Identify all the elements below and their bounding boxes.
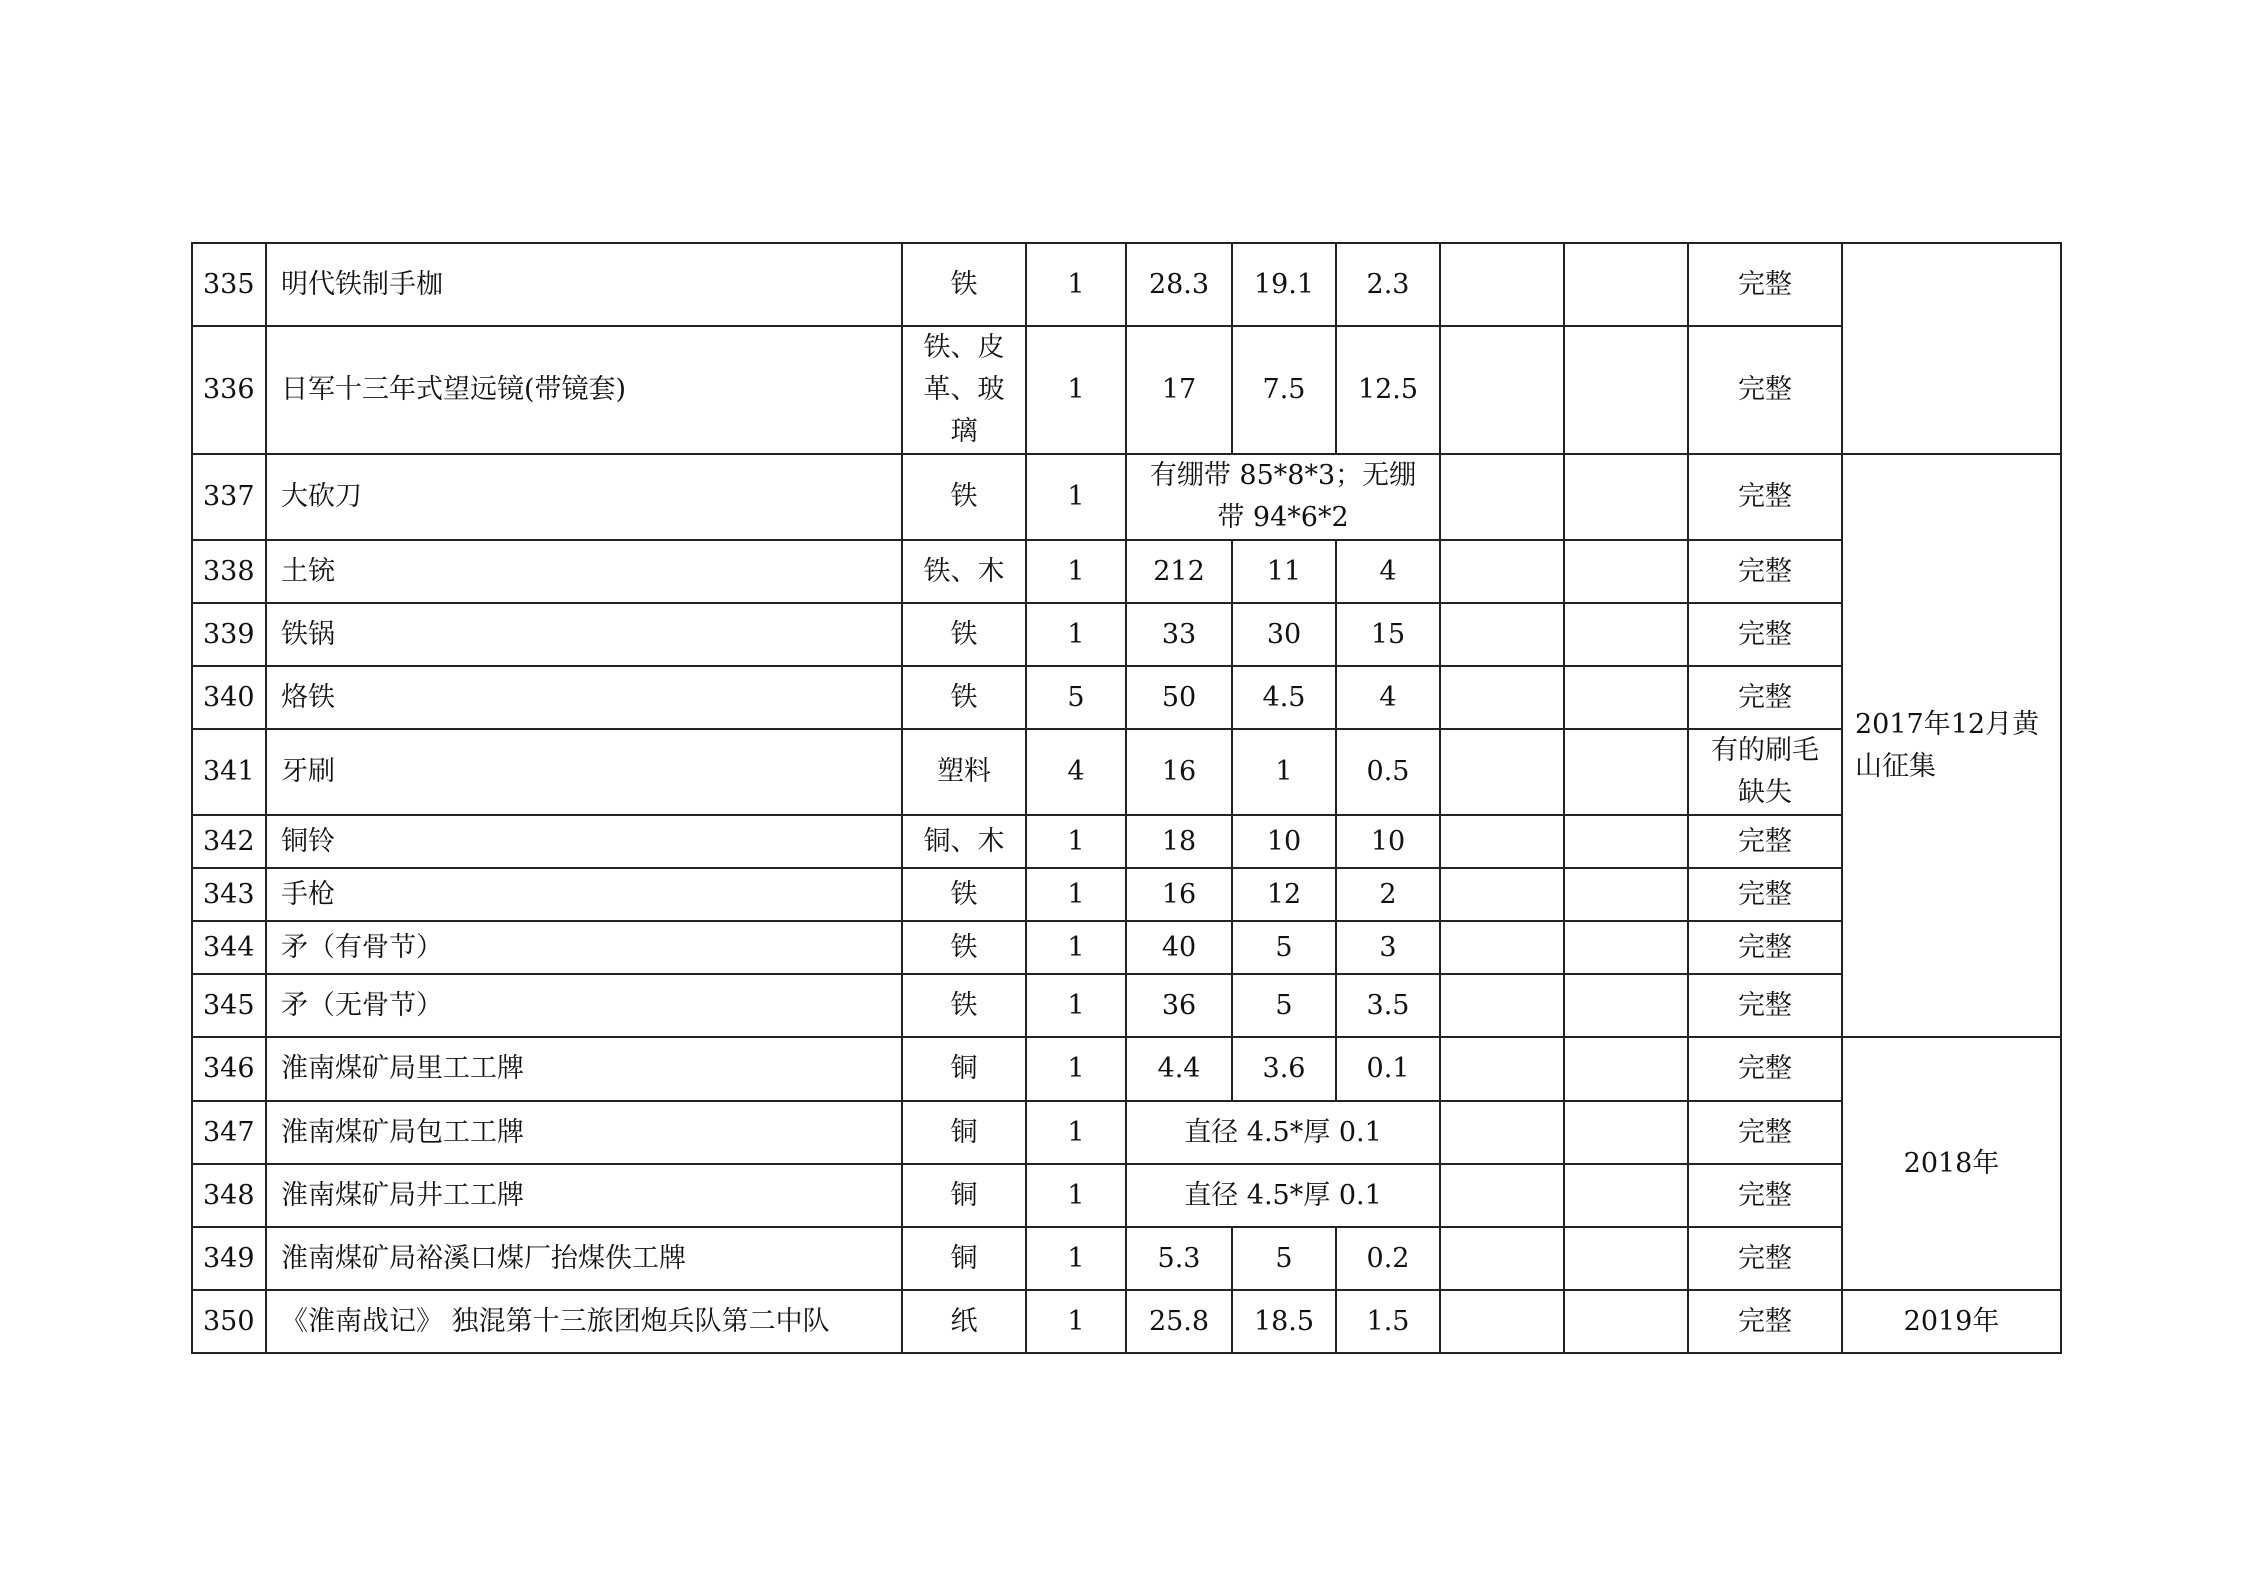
item-number: 335: [192, 243, 266, 326]
item-height: 4: [1336, 666, 1440, 729]
item-width: 30: [1232, 603, 1336, 666]
item-number: 340: [192, 666, 266, 729]
item-length: 18: [1126, 815, 1232, 868]
item-quantity: 1: [1026, 243, 1126, 326]
item-condition: 完整: [1688, 540, 1842, 603]
item-condition: 完整: [1688, 1101, 1842, 1164]
item-length: 36: [1126, 974, 1232, 1037]
item-name: 淮南煤矿局包工工牌: [266, 1101, 902, 1164]
item-quantity: 4: [1026, 729, 1126, 815]
item-width: 12: [1232, 868, 1336, 921]
item-width: 19.1: [1232, 243, 1336, 326]
empty-cell: [1564, 603, 1688, 666]
empty-cell: [1440, 1290, 1564, 1353]
item-length: 25.8: [1126, 1290, 1232, 1353]
item-quantity: 1: [1026, 1290, 1126, 1353]
item-number: 350: [192, 1290, 266, 1353]
item-material: 铜: [902, 1227, 1026, 1290]
item-length: 33: [1126, 603, 1232, 666]
empty-cell: [1440, 603, 1564, 666]
item-number: 341: [192, 729, 266, 815]
item-quantity: 1: [1026, 868, 1126, 921]
item-material: 铁、皮革、玻璃: [923, 332, 1005, 447]
item-condition-cell: [1688, 729, 1842, 815]
empty-cell: [1440, 1164, 1564, 1227]
table-row: [192, 326, 2061, 454]
item-dimensions-cell: [1126, 454, 1440, 540]
item-condition: 完整: [1688, 1164, 1842, 1227]
item-material: 铜: [902, 1164, 1026, 1227]
empty-cell: [1564, 974, 1688, 1037]
item-name: 土铳: [266, 540, 902, 603]
table-row: [192, 1037, 2061, 1101]
item-quantity: 1: [1026, 1227, 1126, 1290]
item-dimensions: 直径 4.5*厚 0.1: [1126, 1101, 1440, 1164]
item-name: 明代铁制手枷: [266, 243, 902, 326]
item-height: 4: [1336, 540, 1440, 603]
item-quantity: 5: [1026, 666, 1126, 729]
item-material: 铜: [902, 1037, 1026, 1101]
empty-cell: [1564, 815, 1688, 868]
item-width: 3.6: [1232, 1037, 1336, 1101]
item-number: 342: [192, 815, 266, 868]
table-row: [192, 921, 2061, 974]
empty-cell: [1440, 326, 1564, 454]
item-condition: 完整: [1688, 868, 1842, 921]
item-condition: 完整: [1688, 815, 1842, 868]
item-condition: 完整: [1688, 921, 1842, 974]
item-quantity: 1: [1026, 326, 1126, 454]
empty-cell: [1440, 1227, 1564, 1290]
item-height: 2.3: [1336, 243, 1440, 326]
table-row: [192, 540, 2061, 603]
item-name: 日军十三年式望远镜(带镜套): [266, 326, 902, 454]
item-quantity: 1: [1026, 1037, 1126, 1101]
item-dimensions: 直径 4.5*厚 0.1: [1126, 1164, 1440, 1227]
empty-cell: [1564, 921, 1688, 974]
item-material: 铁: [902, 921, 1026, 974]
collection-year-note: 2018年: [1842, 1037, 2061, 1290]
item-height: 12.5: [1336, 326, 1440, 454]
item-quantity: 1: [1026, 974, 1126, 1037]
item-quantity: 1: [1026, 815, 1126, 868]
item-width: 10: [1232, 815, 1336, 868]
item-length: 4.4: [1126, 1037, 1232, 1101]
empty-cell: [1440, 1101, 1564, 1164]
empty-cell: [1440, 454, 1564, 540]
item-name: 《淮南战记》 独混第十三旅团炮兵队第二中队: [266, 1290, 902, 1353]
item-quantity: 1: [1026, 921, 1126, 974]
item-condition: 完整: [1688, 974, 1842, 1037]
empty-cell: [1440, 243, 1564, 326]
item-length: 16: [1126, 868, 1232, 921]
item-material: 铁: [902, 603, 1026, 666]
item-condition: 完整: [1688, 603, 1842, 666]
item-material: 铜: [902, 1101, 1026, 1164]
item-number: 349: [192, 1227, 266, 1290]
item-material: 铁: [902, 868, 1026, 921]
item-length: 50: [1126, 666, 1232, 729]
item-width: 5: [1232, 921, 1336, 974]
item-number: 339: [192, 603, 266, 666]
empty-cell: [1440, 540, 1564, 603]
empty-cell: [1440, 815, 1564, 868]
table-row: [192, 454, 2061, 540]
item-height: 0.1: [1336, 1037, 1440, 1101]
item-number: 338: [192, 540, 266, 603]
empty-cell: [1564, 454, 1688, 540]
item-width: 18.5: [1232, 1290, 1336, 1353]
table-row: [192, 868, 2061, 921]
item-name: 淮南煤矿局井工工牌: [266, 1164, 902, 1227]
item-condition: 完整: [1688, 1227, 1842, 1290]
item-width: 5: [1232, 1227, 1336, 1290]
empty-cell: [1564, 1227, 1688, 1290]
item-condition: 完整: [1688, 1037, 1842, 1101]
item-condition: 完整: [1688, 326, 1842, 454]
item-material: 铜、木: [902, 815, 1026, 868]
table-row: [192, 815, 2061, 868]
empty-cell: [1564, 729, 1688, 815]
empty-note-cell: [1842, 243, 2061, 454]
item-length: 17: [1126, 326, 1232, 454]
empty-cell: [1564, 666, 1688, 729]
item-number: 336: [192, 326, 266, 454]
item-name: 淮南煤矿局里工工牌: [266, 1037, 902, 1101]
item-number: 348: [192, 1164, 266, 1227]
collection-note-cell: [1842, 454, 2061, 1037]
item-length: 28.3: [1126, 243, 1232, 326]
collection-note: 2017年12月黄山征集: [1855, 708, 2040, 782]
table-row: [192, 1164, 2061, 1227]
empty-cell: [1440, 921, 1564, 974]
item-height: 0.2: [1336, 1227, 1440, 1290]
item-length: 16: [1126, 729, 1232, 815]
item-width: 11: [1232, 540, 1336, 603]
empty-cell: [1440, 729, 1564, 815]
item-name: 淮南煤矿局裕溪口煤厂抬煤佚工牌: [266, 1227, 902, 1290]
item-condition: 完整: [1688, 454, 1842, 540]
item-name: 烙铁: [266, 666, 902, 729]
item-length: 5.3: [1126, 1227, 1232, 1290]
item-number: 343: [192, 868, 266, 921]
item-height: 15: [1336, 603, 1440, 666]
table-row: [192, 729, 2061, 815]
item-name: 铜铃: [266, 815, 902, 868]
item-width: 7.5: [1232, 326, 1336, 454]
item-condition: 有的刷毛缺失: [1711, 735, 1819, 808]
item-condition: 完整: [1688, 243, 1842, 326]
empty-cell: [1564, 868, 1688, 921]
collection-year-note: 2019年: [1842, 1290, 2061, 1353]
empty-cell: [1440, 974, 1564, 1037]
item-condition: 完整: [1688, 666, 1842, 729]
table-row: [192, 974, 2061, 1037]
item-name: 铁锅: [266, 603, 902, 666]
empty-cell: [1564, 326, 1688, 454]
item-height: 0.5: [1336, 729, 1440, 815]
empty-cell: [1564, 1101, 1688, 1164]
table-row: [192, 1101, 2061, 1164]
inventory-table: [191, 242, 2062, 1354]
table-row: [192, 1227, 2061, 1290]
item-quantity: 1: [1026, 1164, 1126, 1227]
empty-cell: [1440, 868, 1564, 921]
item-name: 大砍刀: [266, 454, 902, 540]
empty-cell: [1440, 666, 1564, 729]
item-number: 345: [192, 974, 266, 1037]
item-height: 1.5: [1336, 1290, 1440, 1353]
item-quantity: 1: [1026, 1101, 1126, 1164]
item-number: 346: [192, 1037, 266, 1101]
item-number: 337: [192, 454, 266, 540]
item-dimensions: 有绷带 85*8*3；无绷带 94*6*2: [1149, 460, 1417, 533]
item-material: 铁: [902, 974, 1026, 1037]
item-name: 手枪: [266, 868, 902, 921]
item-material: 塑料: [902, 729, 1026, 815]
item-length: 212: [1126, 540, 1232, 603]
table-row: [192, 1290, 2061, 1353]
item-height: 2: [1336, 868, 1440, 921]
item-name: 矛（无骨节）: [266, 974, 902, 1037]
item-number: 347: [192, 1101, 266, 1164]
item-width: 4.5: [1232, 666, 1336, 729]
empty-cell: [1564, 1164, 1688, 1227]
item-material: 纸: [902, 1290, 1026, 1353]
item-height: 10: [1336, 815, 1440, 868]
item-material: 铁: [902, 243, 1026, 326]
table-row: [192, 666, 2061, 729]
item-width: 5: [1232, 974, 1336, 1037]
item-width: 1: [1232, 729, 1336, 815]
item-condition: 完整: [1688, 1290, 1842, 1353]
empty-cell: [1564, 243, 1688, 326]
empty-cell: [1440, 1037, 1564, 1101]
item-number: 344: [192, 921, 266, 974]
item-material: 铁、木: [902, 540, 1026, 603]
item-material: 铁: [902, 666, 1026, 729]
item-length: 40: [1126, 921, 1232, 974]
table-row: [192, 243, 2061, 326]
item-quantity: 1: [1026, 603, 1126, 666]
empty-cell: [1564, 540, 1688, 603]
table-row: [192, 603, 2061, 666]
item-name: 矛（有骨节）: [266, 921, 902, 974]
item-name: 牙刷: [266, 729, 902, 815]
empty-cell: [1564, 1290, 1688, 1353]
item-height: 3: [1336, 921, 1440, 974]
item-height: 3.5: [1336, 974, 1440, 1037]
empty-cell: [1564, 1037, 1688, 1101]
item-material: 铁: [902, 454, 1026, 540]
item-quantity: 1: [1026, 540, 1126, 603]
item-quantity: 1: [1026, 454, 1126, 540]
item-material-cell: [902, 326, 1026, 454]
